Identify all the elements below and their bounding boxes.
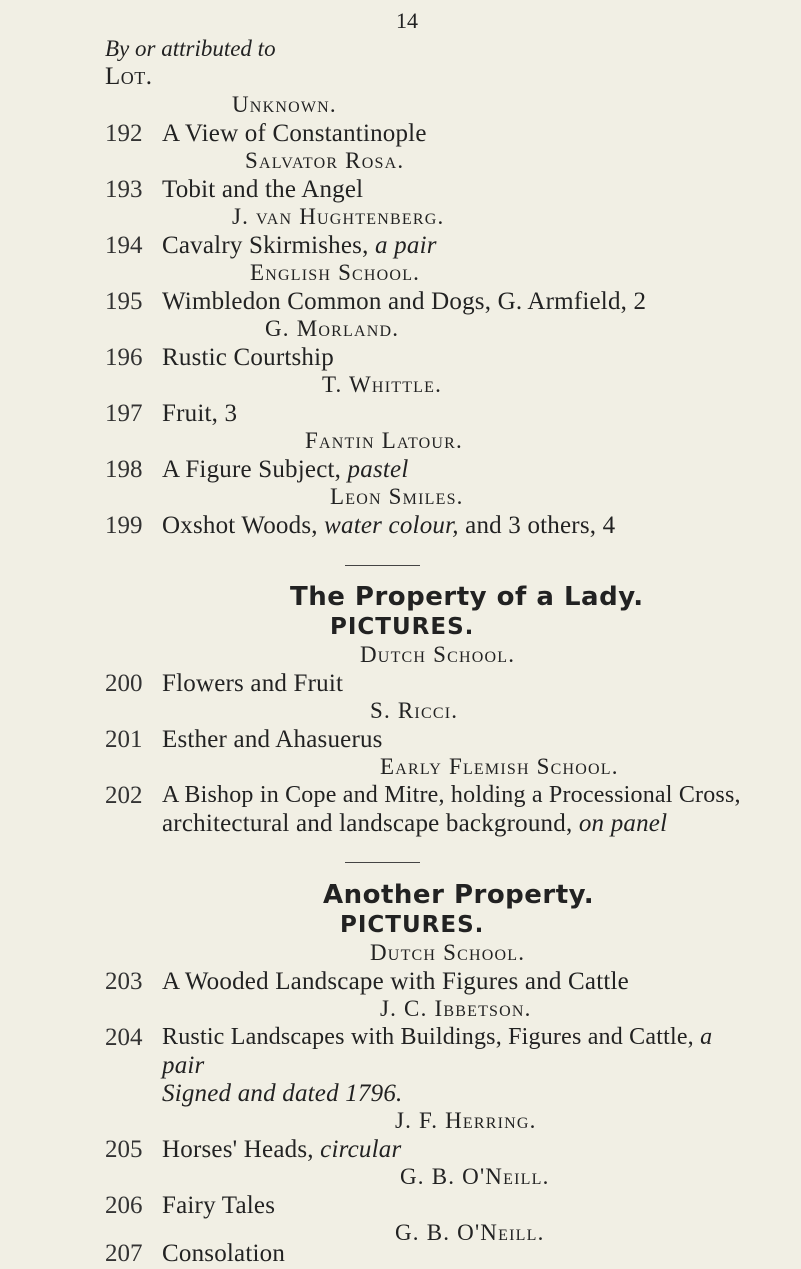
lot-number: 203	[105, 968, 143, 995]
lot-number: 196	[105, 344, 143, 371]
lot-title: Fairy Tales	[162, 1192, 276, 1219]
lot-title-italic: water colour,	[324, 512, 459, 539]
artist-unknown: Unknown.	[232, 92, 337, 117]
lot-title-italic: circular	[320, 1136, 402, 1163]
lot-title: Tobit and the Angel	[162, 176, 364, 203]
lot-number: 206	[105, 1192, 143, 1219]
lot-title: Esther and Ahasuerus	[162, 726, 383, 753]
lot-number: 197	[105, 400, 143, 427]
lot-number: 200	[105, 670, 143, 697]
lot-artist: J. C. Ibbetson.	[380, 996, 532, 1021]
lot-title-rest: and 3 others, 4	[465, 512, 616, 539]
lot-number: 194	[105, 232, 143, 259]
lot-number: 199	[105, 512, 143, 539]
lot-title	[162, 232, 437, 260]
lot-title-italic: on panel	[578, 810, 668, 837]
lot-number: 202	[105, 782, 143, 809]
section-heading: Another Property.	[323, 880, 595, 910]
lot-artist: Salvator Rosa.	[245, 148, 405, 173]
lot-title: Flowers and Fruit	[162, 670, 344, 697]
lot-title-text: Cavalry Skirmishes,	[162, 232, 369, 259]
lot-artist: G. B. O'Neill.	[400, 1164, 550, 1189]
lot-artist: Dutch School.	[370, 940, 526, 965]
lot-title	[162, 1024, 712, 1051]
lot-number: 204	[105, 1024, 143, 1051]
lot-title: Fruit, 3	[162, 400, 238, 427]
lot-title-line2	[162, 810, 667, 838]
lot-artist: Leon Smiles.	[330, 484, 464, 509]
lot-title-text: Oxshot Woods,	[162, 512, 318, 539]
lot-number: 198	[105, 456, 143, 483]
lot-number: 193	[105, 176, 143, 203]
lot-label: Lot.	[105, 63, 153, 90]
lot-title-text: A Figure Subject,	[162, 456, 342, 483]
lot-number: 205	[105, 1136, 143, 1163]
lot-title-text: Rustic Landscapes with Buildings, Figures and Cattle,	[162, 1024, 694, 1050]
section-subheading: PICTURES.	[330, 614, 475, 640]
lot-artist: G. B. O'Neill.	[395, 1220, 545, 1245]
section-subheading: PICTURES.	[340, 912, 485, 938]
lot-artist: J. van Hughtenberg.	[232, 204, 445, 229]
lot-title-italic: a pair	[375, 232, 437, 259]
lot-title	[162, 456, 408, 484]
lot-artist: G. Morland.	[265, 316, 400, 341]
lot-title-italic: a	[700, 1024, 713, 1050]
lot-title	[162, 1136, 401, 1164]
lot-title: Consolation	[162, 1240, 286, 1267]
lot-artist: Early Flemish School.	[380, 754, 619, 779]
lot-title: Rustic Courtship	[162, 344, 334, 371]
divider	[345, 862, 420, 863]
lot-title: A Bishop in Cope and Mitre, holding a Processional Cross,	[162, 782, 741, 808]
lot-artist: S. Ricci.	[370, 698, 459, 723]
lot-artist: English School.	[250, 260, 421, 285]
lot-title-line3: Signed and dated 1796.	[162, 1080, 403, 1107]
section-heading: The Property of a Lady.	[290, 582, 644, 612]
lot-artist: Fantin Latour.	[305, 428, 463, 453]
lot-title: A Wooded Landscape with Figures and Cattle	[162, 968, 629, 995]
lot-title: A View of Constantinople	[162, 120, 427, 147]
lot-title-italic: pastel	[347, 456, 409, 483]
lot-title: Wimbledon Common and Dogs, G. Armfield, 2	[162, 288, 647, 315]
lot-number: 192	[105, 120, 143, 147]
lot-number: 195	[105, 288, 143, 315]
lot-title-line2: pair	[162, 1052, 205, 1079]
lot-title-text: Horses' Heads,	[162, 1136, 314, 1163]
lot-title-text: architectural and landscape background,	[162, 810, 573, 837]
lot-artist: T. Whittle.	[322, 372, 443, 397]
lot-number: 201	[105, 726, 143, 753]
divider	[345, 565, 420, 566]
lot-number: 207	[105, 1240, 143, 1267]
lot-title	[162, 512, 615, 540]
page-number: 14	[396, 8, 418, 33]
lot-artist: Dutch School.	[360, 642, 516, 667]
by-line: By or attributed to	[105, 36, 276, 61]
lot-artist: J. F. Herring.	[395, 1108, 537, 1133]
